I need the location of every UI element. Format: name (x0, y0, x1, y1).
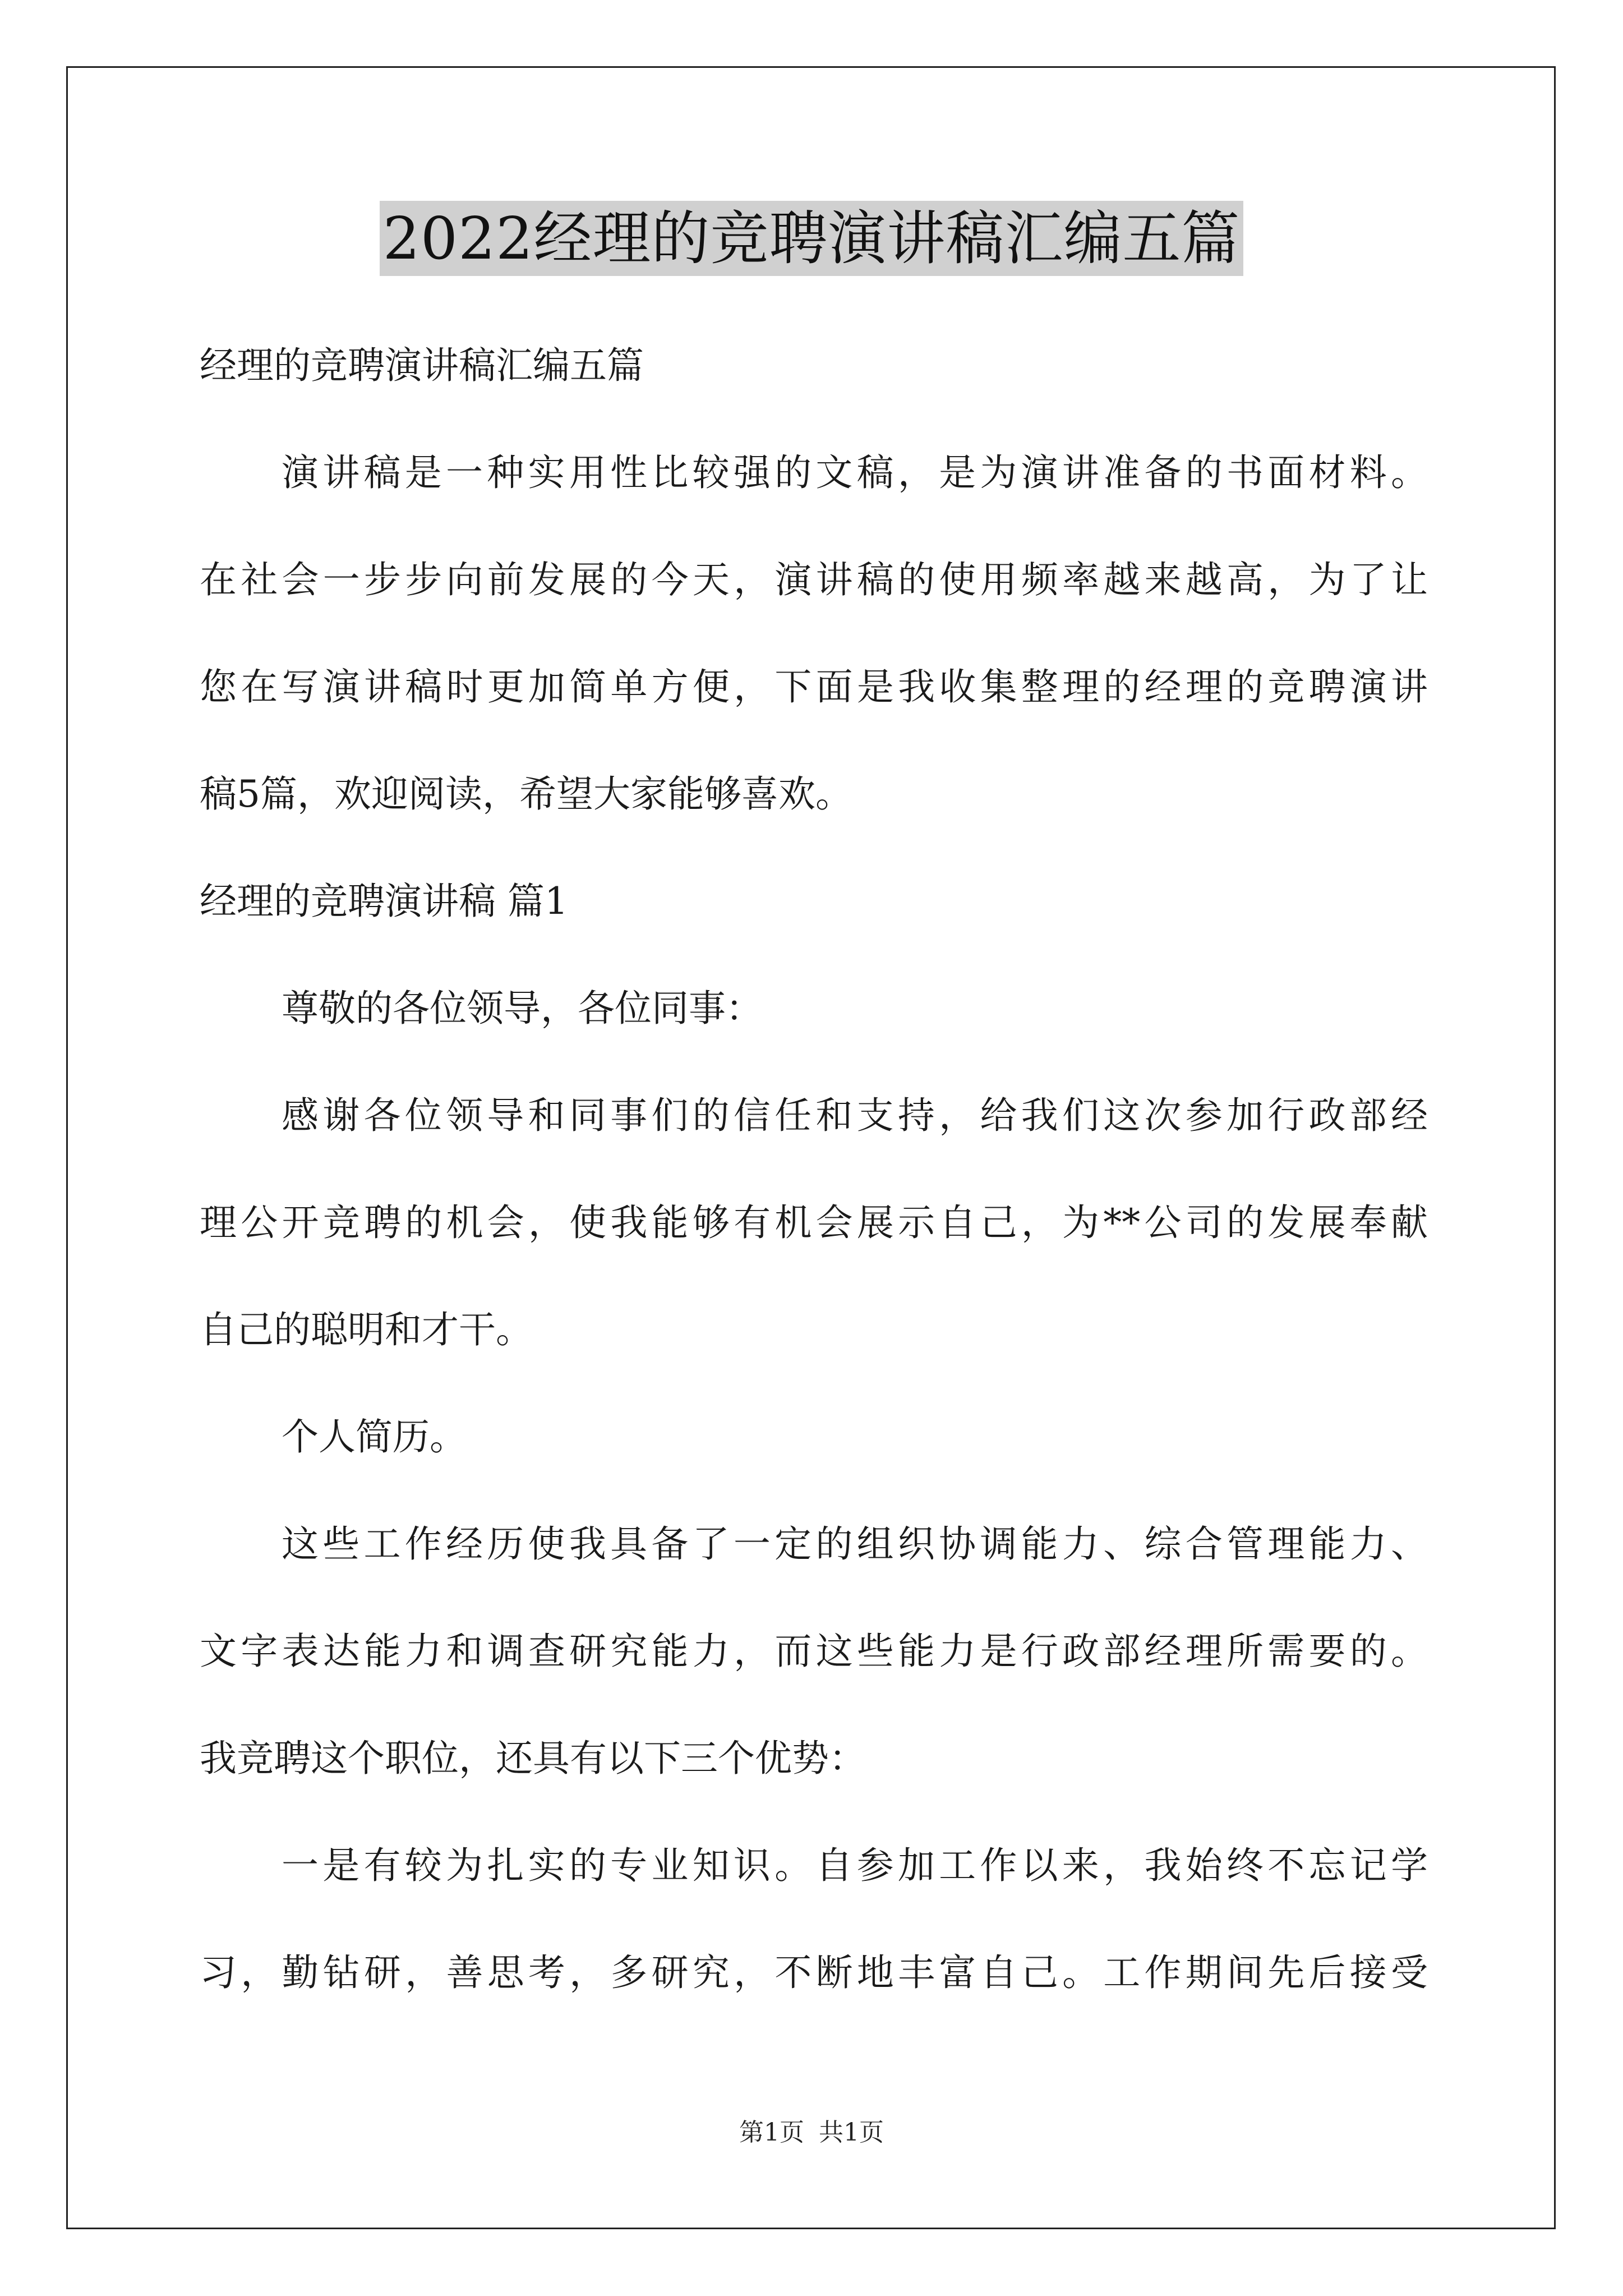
body-line: 自己的聪明和才干。 (200, 1308, 533, 1351)
body-line: 理公开竞聘的机会，使我能够有机会展示自己，为**公司的发展奉献 (200, 1201, 1428, 1244)
body-line: 习，勤钻研，善思考，多研究，不断地丰富自己。工作期间先后接受 (200, 1951, 1428, 1994)
body-line: 个人简历。 (282, 1415, 467, 1458)
page-footer (0, 2112, 1623, 2148)
body-line: 感谢各位领导和同事们的信任和支持，给我们这次参加行政部经 (282, 1094, 1428, 1137)
document-body (200, 312, 1428, 2026)
body-line: 在社会一步步向前发展的今天，演讲稿的使用频率越来越高，为了让 (200, 558, 1428, 601)
body-line: 文字表达能力和调查研究能力，而这些能力是行政部经理所需要的。 (200, 1630, 1428, 1673)
page-number: 第1页 (739, 2118, 804, 2147)
title-container (0, 201, 1623, 276)
body-line: 您在写演讲稿时更加简单方便，下面是我收集整理的经理的竞聘演讲 (200, 665, 1428, 708)
section-heading: 经理的竞聘演讲稿 篇1 (200, 880, 568, 923)
body-line: 经理的竞聘演讲稿汇编五篇 (200, 344, 644, 387)
body-line: 一是有较为扎实的专业知识。自参加工作以来，我始终不忘记学 (282, 1844, 1428, 1887)
body-line: 演讲稿是一种实用性比较强的文稿，是为演讲准备的书面材料。 (282, 451, 1428, 494)
document-title: 2022经理的竞聘演讲稿汇编五篇 (380, 201, 1244, 276)
body-line: 稿5篇，欢迎阅读，希望大家能够喜欢。 (200, 772, 852, 816)
page-total: 共1页 (819, 2118, 884, 2147)
body-line: 这些工作经历使我具备了一定的组织协调能力、综合管理能力、 (282, 1522, 1428, 1566)
body-line: 尊敬的各位领导，各位同事： (282, 987, 763, 1030)
body-line: 我竞聘这个职位，还具有以下三个优势： (200, 1737, 866, 1780)
